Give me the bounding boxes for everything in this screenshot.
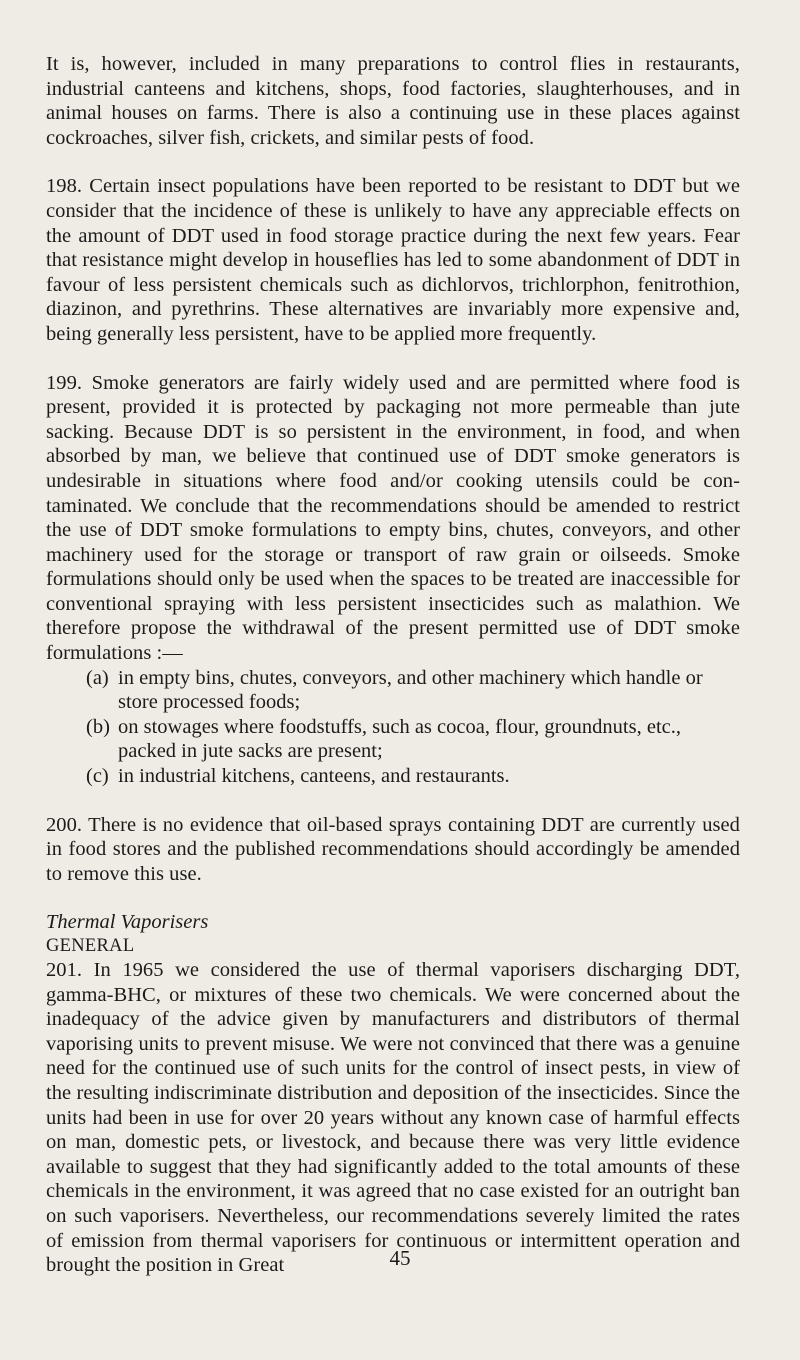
paragraph-200: 200. There is no evidence that oil-based sprays containing DDT are currently used in food stores and the published recommendations should accordingly be amended to remove this use. <box>46 813 740 885</box>
list-item-a-text: in empty bins, chutes, conveyors, and other machinery which handle or store processed foods; <box>118 666 703 714</box>
intro-paragraph: It is, however, included in many preparations to control flies in restaurants, industrial canteens and kitchens, shops, food factories, slaughterhouses, and in animal houses on farms. There is also a continuing use in these places against cockroaches, silver fish, crickets, and similar pests of food. <box>46 53 740 149</box>
list-item-a <box>46 666 740 715</box>
list-item-b-text: on stowages where foodstuffs, such as cocoa, flour, groundnuts, etc., packed in jute sacks are present; <box>118 715 681 763</box>
list-199 <box>46 666 740 789</box>
page-number: 45 <box>389 1246 411 1270</box>
subsection-title: GENERAL <box>46 936 135 956</box>
list-item-b <box>46 715 740 764</box>
list-item-c-text: in industrial kitchens, canteens, and restaurants. <box>118 765 510 788</box>
list-item-c <box>46 764 740 789</box>
paragraph-198: 198. Certain insect populations have been reported to be resistant to DDT but we consider that the incidence of these is unlikely to have any appreciable effects on the amount of DDT used in food storage practice during the next few years. Fear that resistance might develop in houseflies has led to some abandonment of DDT in favour of less persistent chemicals such as dichlorvos, trichlorphon, fenitrothion, diazinon, and pyrethrins. These alternatives are invariably more expensive and, being generally less persistent, have to be applied more frequently. <box>46 175 740 345</box>
section-title: Thermal Vaporisers <box>46 911 209 934</box>
paragraph-199: 199. Smoke generators are fairly widely used and are permitted where food is present, provided it is protected by packaging not more permeable than jute sacking. Because DDT is so persistent in the environment, in food, and when absorbed by man, we believe that continued use of DDT smoke generators is undesirable in situations where food and/or cooking utensils could be con-taminated. We conclude that the recommendations should be amended to restrict the use of DDT smoke formulations to empty bins, chutes, conveyors, and other machinery used for the storage or transport of raw grain or oilseeds. Smoke formulations should only be used when the spaces to be treated are inaccessible for conventional spraying with less persistent insecticides such as malathion. We therefore propose the withdrawal of the present permitted use of DDT smoke formulations :— <box>46 371 740 665</box>
list-item-a-label: (a) <box>86 666 109 689</box>
paragraph-201: 201. In 1965 we considered the use of thermal vaporisers discharging DDT, gamma-BHC, or mixtures of these two chemicals. We were concerned about the inadequacy of the advice given by manufacturers and distributors of thermal vaporising units to prevent misuse. We were not convinced that there was a genuine need for the continued use of such units for the control of insect pests, in view of the resulting indiscriminate distribution and deposition of the insecticides. Since the units had been in use for over 20 years without any known case of harmful effects on man, domestic pets, or livestock, and because there was very little evidence available to suggest that they had significantly added to the total amounts of these chemicals in the environment, it was agreed that no case existed for an outright ban on such vaporisers. Nevertheless, our recommendations severely limited the rates of emission from thermal vaporisers for continuous or intermittent operation and brought the position in Great <box>46 959 740 1277</box>
list-item-b-label: (b) <box>86 715 110 738</box>
list-item-c-label: (c) <box>86 765 109 788</box>
